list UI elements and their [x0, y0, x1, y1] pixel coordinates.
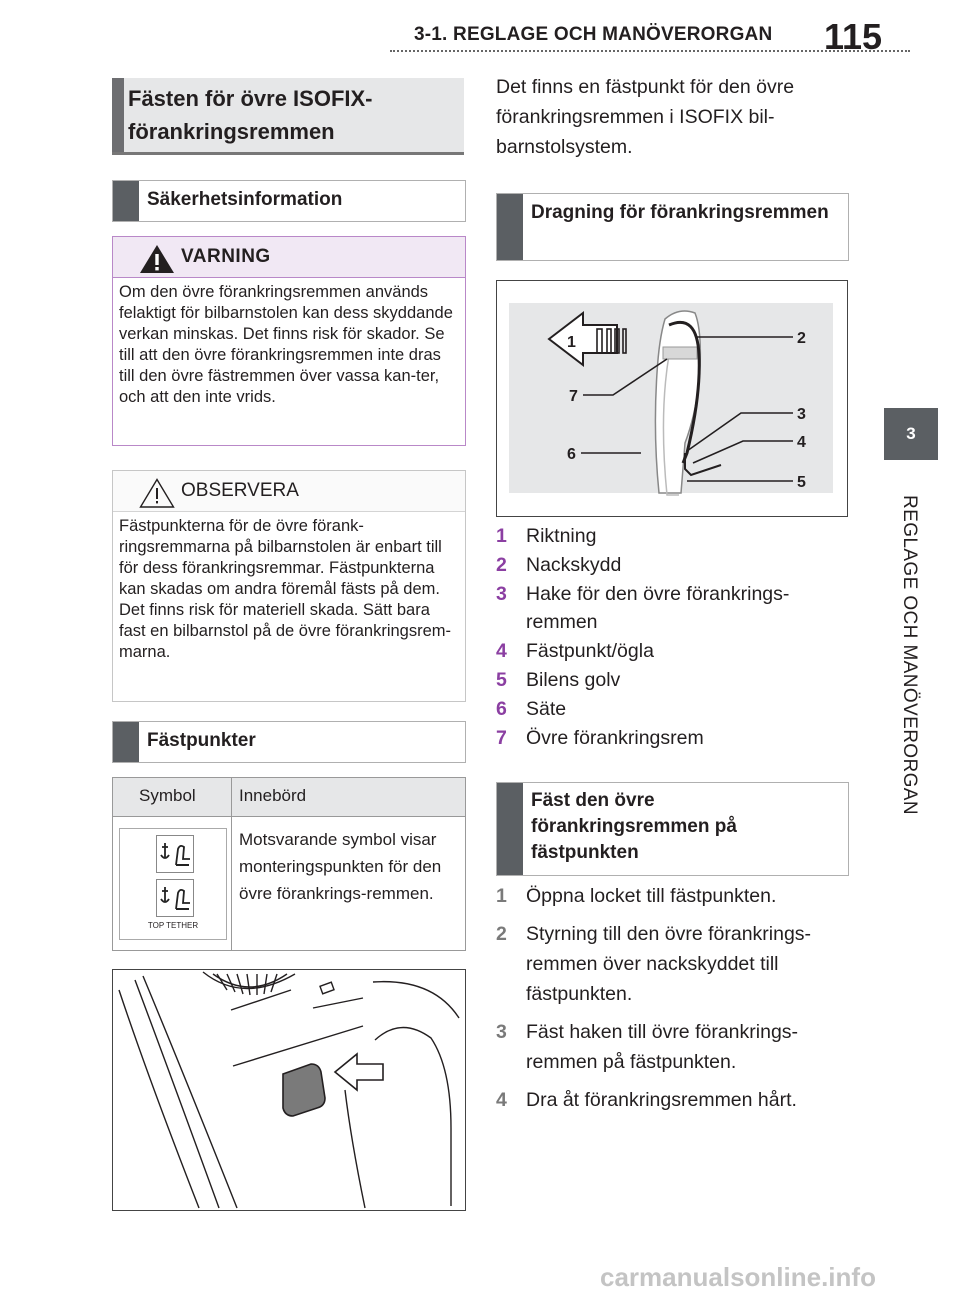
safety-heading-text: Säkerhetsinformation [147, 189, 343, 210]
legend-text: Fästpunkt/ögla [526, 640, 654, 662]
page-number: 115 [824, 16, 883, 57]
callout-4: 4 [797, 434, 806, 451]
step-text: Dra åt förankringsremmen hårt. [526, 1089, 797, 1111]
callout-2: 2 [797, 330, 806, 347]
legend-item [496, 724, 846, 752]
warning-text: Om den övre förankringsremmen används felaktigt för bilbarnstolen kan dess skyddande verkan minskas. Det finns risk för skador. Se till att den övre förankringsremmen inte dras till den övre fästremmen över vassa kan-ter, och att den inte vrids. [119, 283, 453, 406]
step-item [496, 1017, 848, 1077]
anchor-location-figure [112, 969, 466, 1211]
attach-steps [496, 881, 848, 1123]
figure-legend [496, 522, 846, 753]
caution-icon [139, 478, 175, 508]
step-text: Öppna locket till fästpunkten. [526, 885, 777, 907]
legend-number: 1 [496, 525, 507, 547]
warning-box [112, 236, 466, 446]
legend-number: 3 [496, 583, 507, 605]
routing-heading-text: Dragning för förankringsremmen [531, 202, 829, 223]
step-number: 1 [496, 885, 507, 907]
legend-number: 2 [496, 554, 507, 576]
watermark: carmanualsonline.info [600, 1262, 876, 1292]
callout-5: 5 [797, 474, 806, 491]
chapter-title: 3-1. REGLAGE OCH MANÖVERORGAN [414, 24, 773, 45]
callout-7: 7 [569, 388, 578, 405]
legend-number: 4 [496, 640, 507, 662]
legend-number: 6 [496, 698, 507, 720]
section-title-text: Fästen för övre ISOFIX-förankringsremmen [128, 86, 373, 144]
legend-item [496, 580, 846, 636]
legend-number: 7 [496, 727, 507, 749]
step-item [496, 881, 848, 911]
legend-item [496, 637, 846, 665]
step-text: Styrning till den övre förankrings-remmen över nackskyddet till fästpunkten. [526, 923, 812, 1005]
callout-6: 6 [567, 446, 576, 463]
notice-box [112, 470, 466, 702]
symbol-table [112, 777, 466, 951]
legend-text: Övre förankringsrem [526, 727, 704, 749]
anchor-heading-text: Fästpunkter [147, 730, 256, 751]
step-number: 4 [496, 1089, 507, 1111]
step-item [496, 919, 848, 1009]
notice-text: Fästpunkterna för de övre förank-ringsremmarna på bilbarnstolen är enbart till för dess förankringsremmar. Fästpunkterna kan skadas om andra föremål fästs på dem. Det finns risk för materiell skada. Sätt bara fast en bilbarnstol på de övre förankringsrem-marna. [119, 517, 451, 661]
chapter-tab-label: REGLAGE OCH MANÖVERORGAN [899, 495, 920, 815]
anchor-heading [112, 721, 466, 763]
legend-text: Säte [526, 698, 567, 720]
table-meaning-text: Motsvarande symbol visar monteringspunkten för den övre förankrings-remmen. [239, 830, 442, 903]
legend-number: 5 [496, 669, 507, 691]
header-rule [390, 50, 910, 52]
table-header-meaning: Innebörd [239, 786, 307, 805]
section-title [112, 78, 464, 155]
child-seat-anchor-icon [156, 879, 194, 917]
step-number: 3 [496, 1021, 507, 1043]
notice-title: OBSERVERA [181, 480, 299, 501]
top-tether-symbol [119, 828, 227, 940]
legend-text: Nackskydd [526, 554, 622, 576]
routing-figure [496, 280, 848, 517]
legend-item [496, 695, 846, 723]
legend-item [496, 666, 846, 694]
intro-text: Det finns en fästpunkt för den övre förankringsremmen i ISOFIX bil-barnstolsystem. [496, 76, 795, 158]
table-header-symbol: Symbol [139, 786, 196, 805]
step-item [496, 1085, 848, 1115]
safety-heading [112, 180, 466, 222]
legend-text: Hake för den övre förankrings-remmen [526, 583, 790, 633]
warning-icon [139, 244, 175, 274]
child-seat-anchor-icon [156, 835, 194, 873]
legend-item [496, 522, 846, 550]
attach-heading-text: Fäst den övre förankringsremmen på fästpunkten [531, 790, 737, 863]
step-number: 2 [496, 923, 507, 945]
step-text: Fäst haken till övre förankrings-remmen på fästpunkten. [526, 1021, 799, 1073]
legend-text: Riktning [526, 525, 597, 547]
callout-3: 3 [797, 406, 806, 423]
top-tether-caption: TOP TETHER [147, 921, 199, 930]
warning-title: VARNING [181, 246, 271, 267]
legend-item [496, 551, 846, 579]
attach-heading [496, 782, 849, 876]
routing-heading [496, 193, 849, 261]
chapter-tab[interactable]: 3 [884, 408, 938, 460]
callout-1: 1 [567, 334, 576, 351]
legend-text: Bilens golv [526, 669, 621, 691]
